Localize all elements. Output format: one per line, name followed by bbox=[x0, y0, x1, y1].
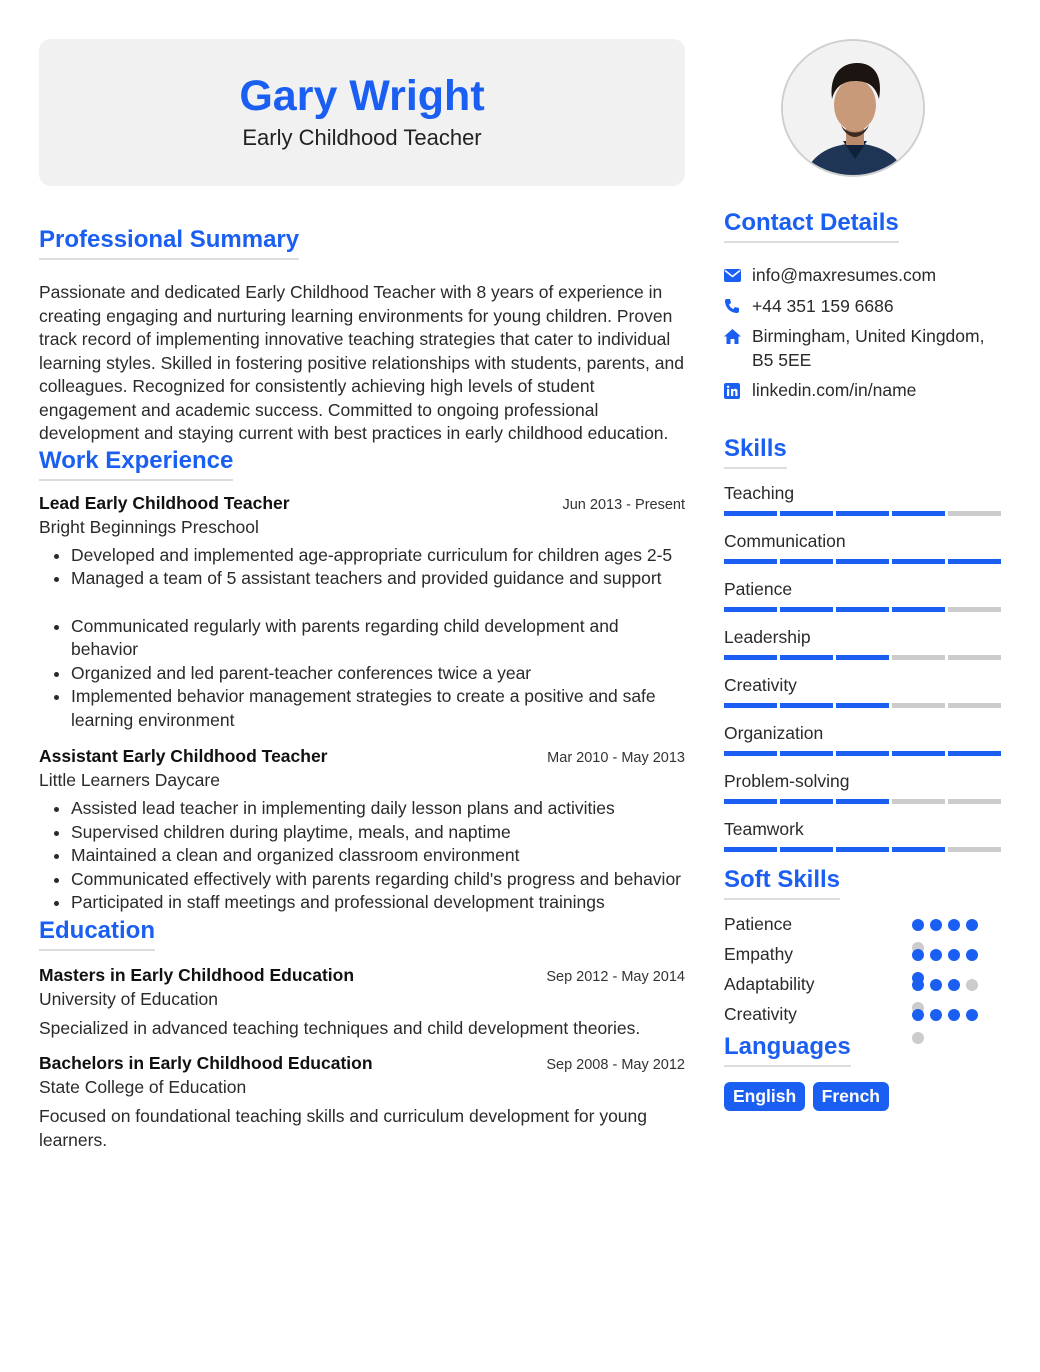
rating-dot bbox=[930, 1009, 942, 1021]
skill-level-bar bbox=[724, 751, 1004, 756]
section-title-languages: Languages bbox=[724, 1033, 851, 1067]
rating-dot bbox=[912, 1032, 924, 1044]
language-badge: English bbox=[724, 1082, 805, 1111]
skill-level-segment bbox=[892, 655, 945, 660]
skill-level-segment bbox=[780, 799, 833, 804]
skill-name: Leadership bbox=[724, 626, 811, 647]
email-value: info@maxresumes.com bbox=[752, 265, 937, 285]
skill-level-segment bbox=[724, 559, 777, 564]
school-name: State College of Education bbox=[39, 1077, 247, 1097]
skill-level-segment bbox=[948, 751, 1001, 756]
degree-title: Masters in Early Childhood Education bbox=[39, 964, 355, 985]
skill-name: Patience bbox=[724, 578, 793, 599]
section-title-contact: Contact Details bbox=[724, 209, 899, 243]
soft-skills-section bbox=[724, 866, 1004, 1033]
soft-skill-name: Creativity bbox=[724, 1003, 797, 1024]
phone-icon bbox=[724, 295, 752, 319]
skill-level-segment bbox=[724, 655, 777, 660]
skill-level-segment bbox=[780, 847, 833, 852]
skill-level-segment bbox=[836, 799, 889, 804]
skill-level-segment bbox=[724, 511, 777, 516]
skill-level-segment bbox=[948, 799, 1001, 804]
skill-level-bar bbox=[724, 703, 1004, 708]
soft-skills-list bbox=[724, 913, 1004, 1033]
rating-dot bbox=[948, 1009, 960, 1021]
skill-level-segment bbox=[948, 847, 1001, 852]
skill-level-segment bbox=[948, 703, 1001, 708]
portrait-image bbox=[783, 41, 925, 177]
education-dates: Sep 2012 - May 2014 bbox=[546, 968, 685, 985]
skill-level-segment bbox=[836, 703, 889, 708]
rating-dot bbox=[912, 919, 924, 931]
job-organization: Bright Beginnings Preschool bbox=[39, 516, 259, 537]
languages-section bbox=[724, 1033, 1004, 1111]
skill-level-bar bbox=[724, 655, 1004, 660]
skill-item bbox=[724, 578, 1004, 612]
school-name: University of Education bbox=[39, 988, 218, 1009]
avatar bbox=[781, 39, 925, 177]
job-organization: Little Learners Daycare bbox=[39, 770, 220, 790]
skill-level-segment bbox=[724, 703, 777, 708]
soft-skill-item bbox=[724, 913, 1004, 943]
job-bullets bbox=[39, 544, 685, 733]
list-item: • Managed a team of 5 assistant teachers and provided guidance and support bbox=[71, 567, 685, 591]
soft-skill-name: Adaptability bbox=[724, 973, 815, 994]
list-item: • Communicated effectively with parents regarding child's progress and behavior bbox=[71, 868, 685, 892]
education-description: Focused on foundational teaching skills and curriculum development for young learners. bbox=[39, 1106, 647, 1150]
contact-address bbox=[724, 325, 1004, 372]
skill-level-segment bbox=[948, 655, 1001, 660]
candidate-title: Early Childhood Teacher bbox=[242, 125, 482, 150]
education-section bbox=[39, 917, 685, 1153]
skill-level-segment bbox=[780, 703, 833, 708]
skill-name: Teaching bbox=[724, 482, 795, 503]
rating-dot bbox=[966, 979, 978, 991]
skill-level-segment bbox=[836, 559, 889, 564]
language-list bbox=[724, 1082, 1004, 1111]
skill-name: Teamwork bbox=[724, 818, 804, 839]
skill-level-segment bbox=[948, 511, 1001, 516]
skill-name: Communication bbox=[724, 530, 846, 551]
linkedin-icon bbox=[724, 379, 752, 403]
skill-level-segment bbox=[948, 607, 1001, 612]
experience-section bbox=[39, 447, 685, 915]
soft-skill-item bbox=[724, 973, 1004, 1003]
resume-header bbox=[39, 39, 685, 186]
skills-section bbox=[724, 435, 1004, 852]
list-item: • Maintained a clean and organized classroom environment bbox=[71, 844, 685, 868]
skill-level-segment bbox=[780, 655, 833, 660]
education-dates: Sep 2008 - May 2012 bbox=[546, 1057, 685, 1073]
skill-name: Creativity bbox=[724, 674, 797, 695]
rating-dot bbox=[930, 949, 942, 961]
candidate-name: Gary Wright bbox=[239, 72, 485, 120]
section-title-skills: Skills bbox=[724, 435, 787, 469]
skill-item bbox=[724, 818, 1004, 852]
skill-level-segment bbox=[780, 511, 833, 516]
skill-level-segment bbox=[892, 559, 945, 564]
job-entry bbox=[39, 746, 685, 915]
skill-item bbox=[724, 530, 1004, 564]
linkedin-value: linkedin.com/in/name bbox=[752, 380, 917, 400]
envelope-icon bbox=[724, 264, 752, 288]
language-badge: French bbox=[813, 1082, 889, 1111]
contact-linkedin[interactable] bbox=[724, 379, 1004, 403]
rating-dot bbox=[912, 1009, 924, 1021]
job-title: Lead Early Childhood Teacher bbox=[39, 492, 290, 513]
skills-list bbox=[724, 482, 1004, 852]
rating-dot bbox=[966, 1009, 978, 1021]
education-entry bbox=[39, 965, 685, 1041]
education-entry bbox=[39, 1053, 685, 1152]
section-title-summary: Professional Summary bbox=[39, 226, 299, 260]
skill-level-segment bbox=[948, 559, 1001, 564]
section-title-experience: Work Experience bbox=[39, 447, 233, 481]
list-item: • Participated in staff meetings and professional development trainings bbox=[71, 891, 685, 915]
rating-dot bbox=[948, 979, 960, 991]
skill-level-bar bbox=[724, 607, 1004, 612]
section-title-soft-skills: Soft Skills bbox=[724, 866, 840, 900]
job-title: Assistant Early Childhood Teacher bbox=[39, 746, 328, 766]
contact-section bbox=[724, 209, 1004, 403]
address-value: Birmingham, United Kingdom, B5 5EE bbox=[752, 326, 985, 370]
skill-level-segment bbox=[836, 751, 889, 756]
skill-level-segment bbox=[836, 511, 889, 516]
skill-level-segment bbox=[892, 511, 945, 516]
rating-dot bbox=[912, 949, 924, 961]
rating-dot bbox=[948, 949, 960, 961]
job-dates: Mar 2010 - May 2013 bbox=[547, 750, 685, 766]
skill-level-segment bbox=[724, 847, 777, 852]
soft-skill-item bbox=[724, 943, 1004, 973]
skill-level-segment bbox=[780, 751, 833, 756]
summary-section bbox=[39, 226, 685, 446]
skill-level-segment bbox=[836, 607, 889, 612]
skill-item bbox=[724, 722, 1004, 756]
skill-item bbox=[724, 770, 1004, 804]
list-item: • Assisted lead teacher in implementing daily lesson plans and activities bbox=[71, 797, 685, 821]
skill-level-bar bbox=[724, 511, 1004, 516]
rating-dot bbox=[948, 919, 960, 931]
skill-level-segment bbox=[892, 607, 945, 612]
skill-level-bar bbox=[724, 847, 1004, 852]
rating-dot bbox=[966, 919, 978, 931]
skill-item bbox=[724, 482, 1004, 516]
job-entry bbox=[39, 493, 685, 733]
skill-name: Organization bbox=[724, 722, 824, 743]
summary-text: Passionate and dedicated Early Childhood Teacher with 8 years of experience in creating engaging and nurturing learning environments for young children. Proven track record of implementing innovative teaching strategies that cater to individual learning styles. Skilled in fostering positive relationships with students, parents, and colleagues. Recognized for consistently achieving high levels of student engagement and academic success. Committed to ongoing professional development and staying current with best practices in early childhood education. bbox=[39, 282, 684, 443]
skill-level-bar bbox=[724, 559, 1004, 564]
list-item: • Implemented behavior management strategies to create a positive and safe learning environment bbox=[71, 685, 685, 732]
list-item: • Supervised children during playtime, meals, and naptime bbox=[71, 821, 685, 845]
skill-level-bar bbox=[724, 799, 1004, 804]
skill-level-segment bbox=[892, 847, 945, 852]
section-title-education: Education bbox=[39, 917, 155, 951]
skill-level-segment bbox=[724, 751, 777, 756]
sidebar-column bbox=[724, 39, 1004, 1111]
job-dates: Jun 2013 - Present bbox=[562, 496, 685, 513]
skill-level-segment bbox=[836, 655, 889, 660]
education-description: Specialized in advanced teaching techniques and child development theories. bbox=[39, 1017, 641, 1038]
skill-level-segment bbox=[892, 799, 945, 804]
skill-level-segment bbox=[780, 559, 833, 564]
skill-item bbox=[724, 674, 1004, 708]
skill-item bbox=[724, 626, 1004, 660]
contact-phone[interactable] bbox=[724, 295, 1004, 319]
main-column bbox=[39, 39, 685, 1152]
soft-skill-item bbox=[724, 1003, 1004, 1033]
list-item: • Organized and led parent-teacher conferences twice a year bbox=[71, 662, 685, 686]
home-icon bbox=[724, 325, 752, 349]
soft-skill-name: Patience bbox=[724, 913, 793, 934]
skill-name: Problem-solving bbox=[724, 770, 850, 791]
skill-level-segment bbox=[892, 751, 945, 756]
phone-value: +44 351 159 6686 bbox=[752, 295, 894, 316]
degree-title: Bachelors in Early Childhood Education bbox=[39, 1053, 373, 1073]
contact-email[interactable] bbox=[724, 264, 1004, 288]
rating-dot bbox=[912, 979, 924, 991]
rating-dot bbox=[930, 919, 942, 931]
list-item: • Developed and implemented age-appropriate curriculum for children ages 2-5 bbox=[71, 544, 685, 568]
rating-dot bbox=[930, 979, 942, 991]
skill-level-segment bbox=[892, 703, 945, 708]
skill-level-segment bbox=[836, 847, 889, 852]
soft-skill-name: Empathy bbox=[724, 943, 794, 964]
skill-level-segment bbox=[780, 607, 833, 612]
job-bullets bbox=[39, 797, 685, 915]
skill-level-segment bbox=[724, 607, 777, 612]
list-item: • Communicated regularly with parents regarding child development and behavior bbox=[71, 615, 685, 662]
skill-level-segment bbox=[724, 799, 777, 804]
rating-dot bbox=[966, 949, 978, 961]
